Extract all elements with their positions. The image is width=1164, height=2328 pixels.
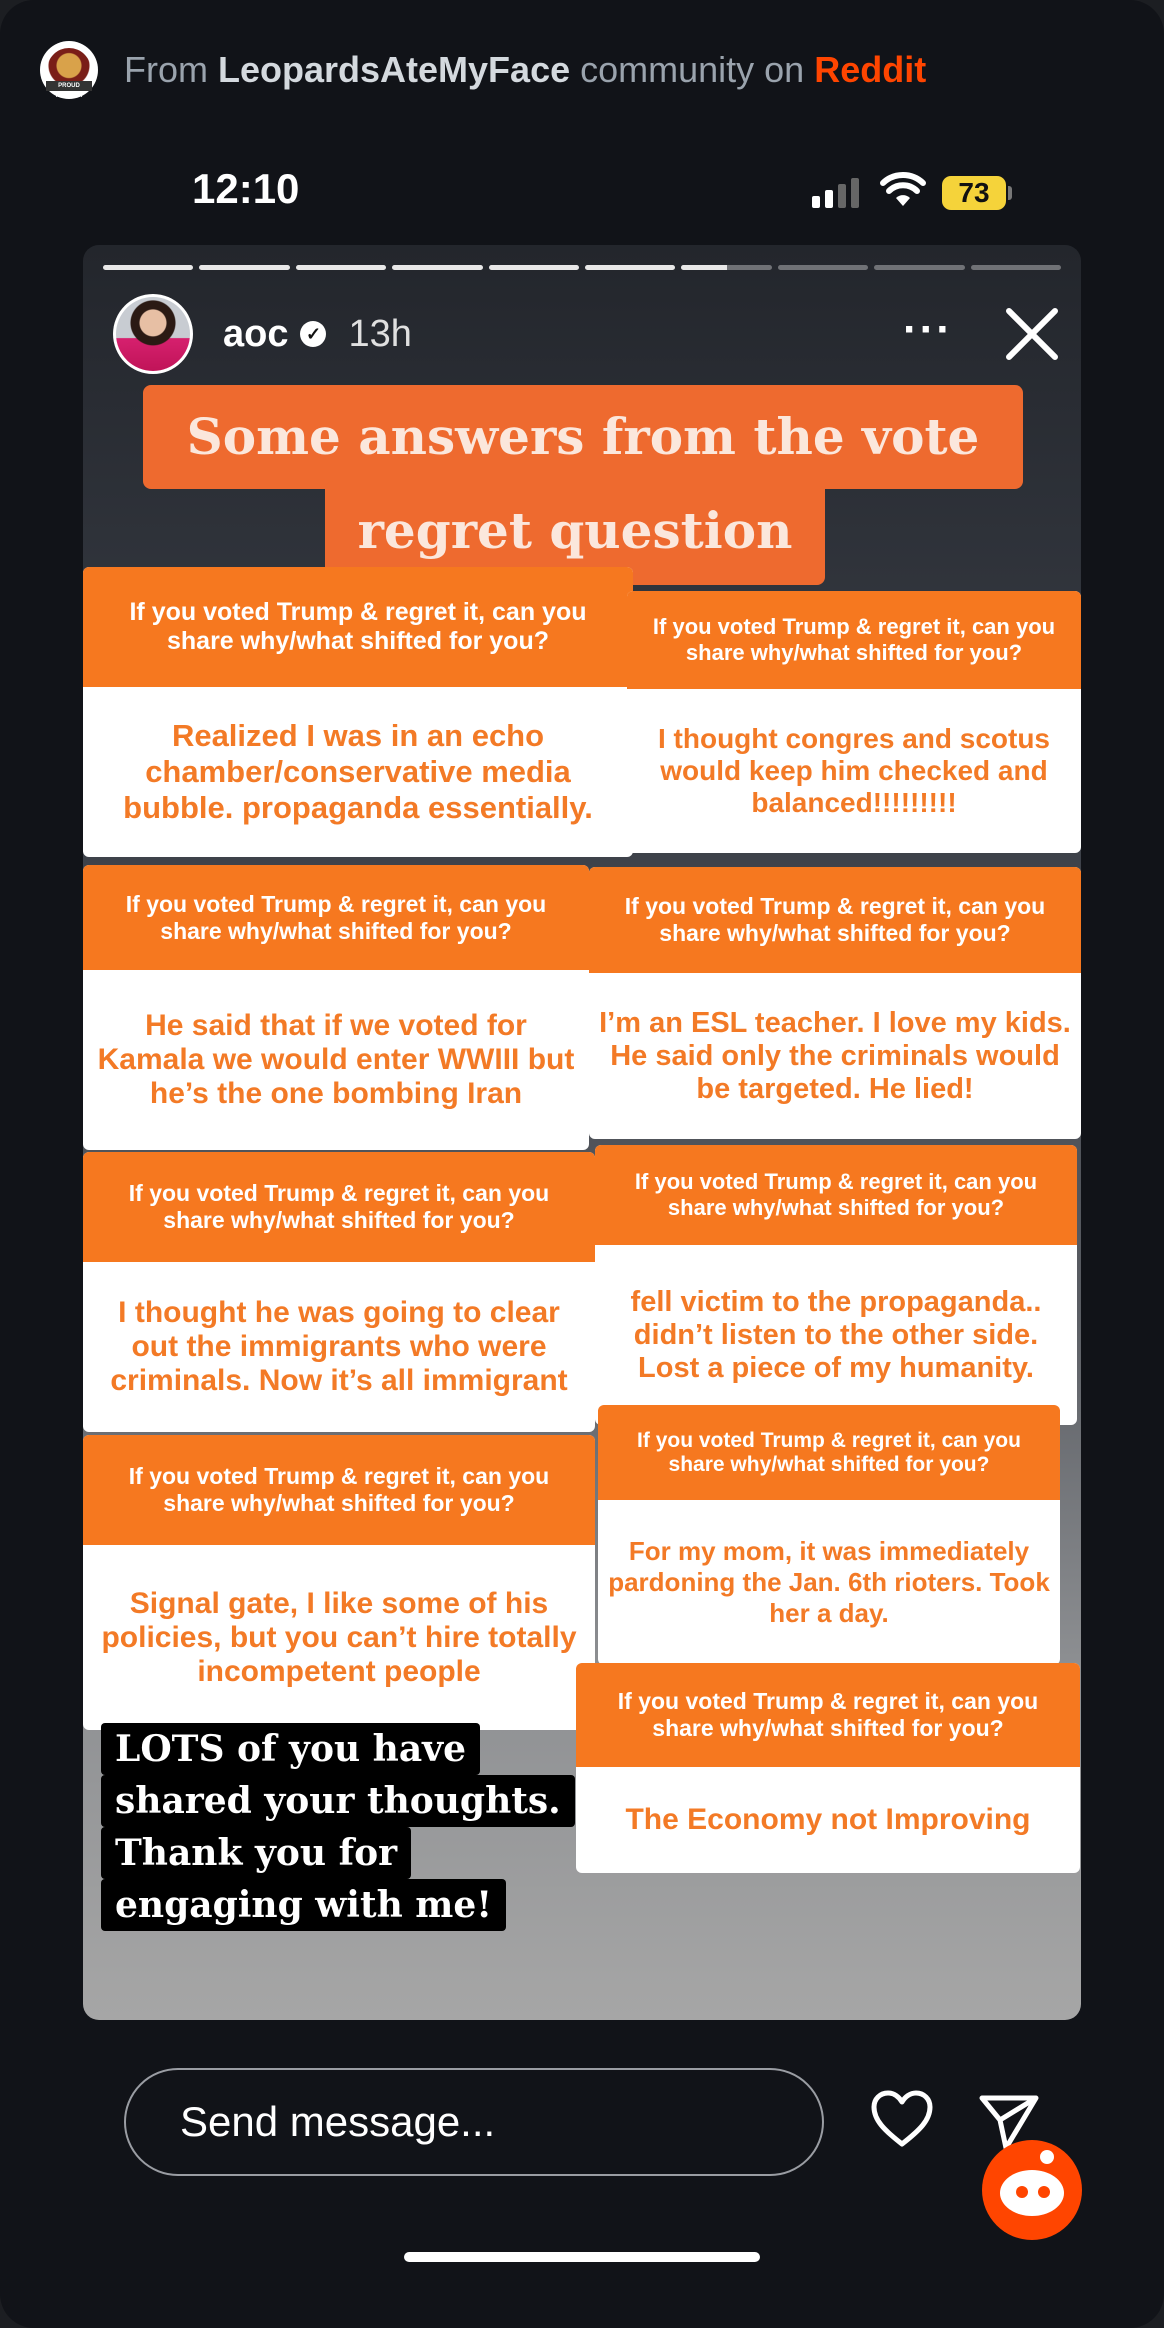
- thanks-line: engaging with me!: [101, 1879, 506, 1931]
- heart-icon[interactable]: [870, 2090, 934, 2148]
- snoo-eye-right: [1038, 2186, 1050, 2198]
- progress-segment: [392, 265, 482, 270]
- thanks-line: Thank you for: [101, 1827, 411, 1879]
- answer-card: [83, 1435, 595, 1730]
- status-time: 12:10: [192, 165, 300, 212]
- snoo-antenna: [1040, 2150, 1054, 2164]
- answer-card: [576, 1663, 1080, 1873]
- card-question: If you voted Trump & regret it, can you share why/what shifted for you?: [598, 1405, 1060, 1500]
- progress-segment: [489, 265, 579, 270]
- header-text: [124, 49, 926, 91]
- user-avatar-image: [116, 297, 190, 371]
- title-sticker: [143, 385, 1023, 595]
- card-answer: I thought congres and scotus would keep him checked and balanced!!!!!!!!!: [657, 723, 1050, 818]
- snoo-eye-left: [1016, 2186, 1028, 2198]
- story-progress: [103, 265, 1061, 270]
- card-answer: The Economy not Improving: [625, 1803, 1031, 1836]
- verified-icon: ✓: [300, 321, 326, 347]
- card-question: If you voted Trump & regret it, can you share why/what shifted for you?: [83, 1152, 595, 1262]
- battery-tip: [1008, 186, 1012, 200]
- answer-card: [595, 1145, 1077, 1425]
- card-answer: I thought he was going to clear out the immigrants who were criminals. Now it’s all immigrant: [110, 1296, 568, 1397]
- title-line-1: Some answers from the vote: [143, 385, 1023, 489]
- community-name[interactable]: LeopardsAteMyFace: [218, 49, 571, 90]
- card-answer: Realized I was in an echo chamber/conservative media bubble. propaganda essentially.: [123, 718, 593, 825]
- card-question: If you voted Trump & regret it, can you share why/what shifted for you?: [576, 1663, 1080, 1767]
- progress-segment: [585, 265, 675, 270]
- send-message-input[interactable]: Send message...: [124, 2068, 824, 2176]
- card-question: If you voted Trump & regret it, can you share why/what shifted for you?: [627, 591, 1081, 689]
- user-avatar[interactable]: [113, 294, 193, 374]
- home-indicator: [404, 2252, 760, 2262]
- progress-segment: [874, 265, 964, 270]
- card-answer: I’m an ESL teacher. I love my kids. He said only the criminals would be targeted. He lied!: [599, 1006, 1071, 1105]
- card-answer: fell victim to the propaganda.. didn’t listen to the other side. Lost a piece of my humanity.: [630, 1285, 1042, 1384]
- story-viewer[interactable]: [83, 245, 1081, 2020]
- card-question: If you voted Trump & regret it, can you share why/what shifted for you?: [595, 1145, 1077, 1245]
- answer-card: [598, 1405, 1060, 1665]
- story-time: 13h: [348, 312, 412, 355]
- header-middle: community on: [570, 49, 815, 90]
- more-options-button[interactable]: ···: [903, 305, 953, 354]
- progress-segment: [103, 265, 193, 270]
- reddit-share-header: [40, 40, 926, 100]
- card-question: If you voted Trump & regret it, can you share why/what shifted for you?: [83, 1435, 595, 1545]
- card-answer: He said that if we voted for Kamala we would enter WWIII but he’s the one bombing Iran: [97, 1009, 575, 1110]
- signal-icon: [812, 176, 859, 208]
- card-question: If you voted Trump & regret it, can you share why/what shifted for you?: [589, 867, 1081, 973]
- answer-card: [83, 865, 589, 1150]
- answer-card: [627, 591, 1081, 853]
- close-icon[interactable]: [1003, 305, 1061, 363]
- story-user-row: [113, 293, 412, 375]
- reddit-brand[interactable]: Reddit: [814, 49, 927, 90]
- thanks-line: shared your thoughts.: [101, 1775, 575, 1827]
- username[interactable]: aoc: [223, 312, 289, 355]
- progress-segment: [296, 265, 386, 270]
- answer-card: [83, 567, 633, 857]
- progress-segment: [971, 265, 1061, 270]
- community-avatar[interactable]: [40, 41, 98, 99]
- progress-segment: [199, 265, 289, 270]
- wifi-icon: [880, 172, 926, 208]
- progress-segment: [778, 265, 868, 270]
- thanks-line: LOTS of you have: [101, 1723, 480, 1775]
- battery-indicator: 73: [942, 176, 1006, 210]
- community-avatar-badge: PROUD MEMBER: [46, 81, 92, 91]
- card-question: If you voted Trump & regret it, can you share why/what shifted for you?: [83, 865, 589, 970]
- thanks-sticker: [101, 1723, 575, 1931]
- title-line-2: regret question: [325, 481, 825, 585]
- card-answer: For my mom, it was immediately pardoning the Jan. 6th rioters. Took her a day.: [608, 1536, 1050, 1628]
- snoo-face: [1000, 2170, 1064, 2216]
- answer-card: [83, 1152, 595, 1432]
- answer-card: [589, 867, 1081, 1139]
- reddit-snoo-icon[interactable]: [982, 2140, 1082, 2240]
- card-answer: Signal gate, I like some of his policies, but you can’t hire totally incompetent people: [101, 1586, 577, 1688]
- progress-segment: [681, 265, 771, 270]
- header-prefix: From: [124, 49, 218, 90]
- card-question: If you voted Trump & regret it, can you share why/what shifted for you?: [83, 567, 633, 687]
